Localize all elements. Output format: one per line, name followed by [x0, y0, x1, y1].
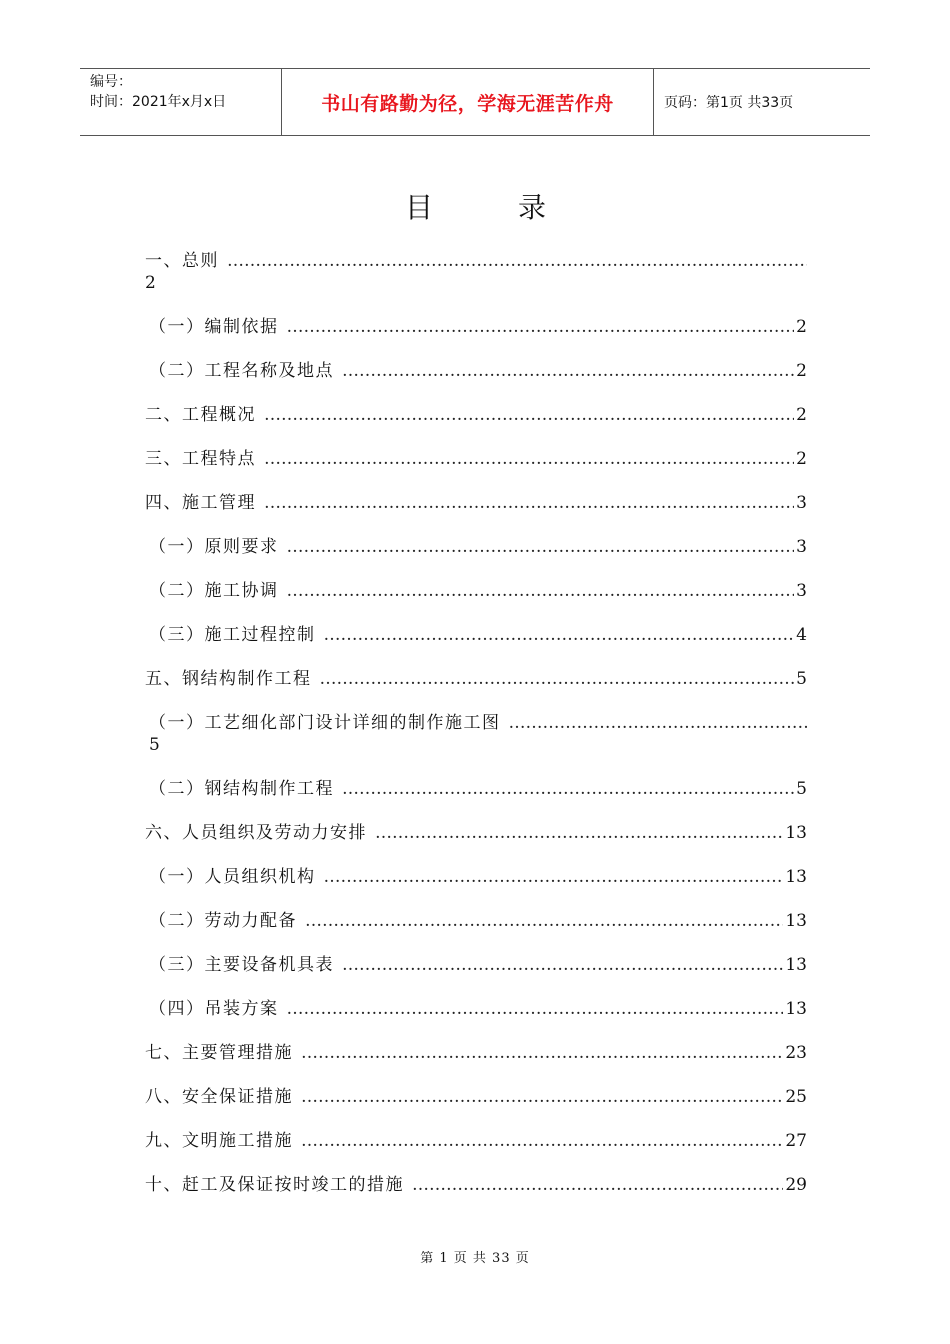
toc-entry[interactable]: [145, 1038, 807, 1082]
document-number: 编号：: [90, 74, 132, 90]
toc-entry[interactable]: [145, 312, 807, 356]
toc-entry-page: 5: [796, 669, 807, 689]
toc-entry-label: （二）钢结构制作工程: [149, 779, 334, 799]
toc-entry-page: 13: [785, 999, 807, 1019]
toc-entry[interactable]: [145, 400, 807, 444]
toc-entry-label: （一）编制依据: [149, 317, 279, 337]
title-char-1: 目: [405, 191, 436, 224]
toc-entry-label: 一、总则: [145, 251, 219, 271]
toc-entry-label: 七、主要管理措施: [145, 1043, 293, 1063]
toc-entry[interactable]: [145, 906, 807, 950]
toc-entry-page: 13: [785, 955, 807, 975]
toc-leader-dots: [287, 581, 795, 601]
toc-leader-dots: [375, 823, 783, 843]
toc-entry-page: 3: [796, 581, 807, 601]
toc-leader-dots: [412, 1175, 783, 1195]
toc-entry[interactable]: [145, 774, 807, 818]
toc-entry[interactable]: [145, 1082, 807, 1126]
toc-entry-page: 29: [785, 1175, 807, 1195]
toc-leader-dots: [509, 713, 808, 733]
toc-entry[interactable]: [145, 950, 807, 994]
toc-entry-label: 十、赶工及保证按时竣工的措施: [145, 1175, 404, 1195]
toc-entry[interactable]: [145, 532, 807, 576]
toc-leader-dots: [305, 911, 783, 931]
document-time: 时间：2021年x月x日: [90, 94, 227, 110]
toc-leader-dots: [264, 493, 794, 513]
toc-entry-page: 5: [796, 779, 807, 799]
toc-leader-dots: [287, 537, 795, 557]
toc-entry-label: （二）劳动力配备: [149, 911, 297, 931]
toc-entry-page: 27: [785, 1131, 807, 1151]
toc-entry-label: 六、人员组织及劳动力安排: [145, 823, 367, 843]
toc-entry-label: 九、文明施工措施: [145, 1131, 293, 1151]
title-char-2: 录: [518, 191, 549, 224]
toc-entry-label: （三）主要设备机具表: [149, 955, 334, 975]
page-header: [80, 68, 870, 136]
toc-leader-dots: [301, 1131, 783, 1151]
table-of-contents: [145, 246, 807, 1214]
toc-entry-page: 2: [796, 317, 807, 337]
toc-entry[interactable]: [145, 708, 807, 774]
toc-entry[interactable]: [145, 488, 807, 532]
toc-entry-label: （四）吊装方案: [149, 999, 279, 1019]
toc-leader-dots: [342, 779, 794, 799]
toc-entry-label: 八、安全保证措施: [145, 1087, 293, 1107]
toc-entry-label: 二、工程概况: [145, 405, 256, 425]
header-page-number: 页码：第1页 共33页: [664, 95, 794, 111]
toc-entry[interactable]: [145, 994, 807, 1038]
header-meta: [80, 69, 282, 135]
toc-entry[interactable]: [145, 444, 807, 488]
toc-entry[interactable]: [145, 246, 807, 312]
toc-leader-dots: [342, 955, 783, 975]
toc-entry[interactable]: [145, 664, 807, 708]
page-footer: 第 1 页 共 33 页: [420, 1251, 530, 1266]
toc-entry-label: 四、施工管理: [145, 493, 256, 513]
toc-leader-dots: [227, 251, 807, 271]
header-motto: 书山有路勤为径，学海无涯苦作舟: [321, 92, 614, 115]
toc-entry[interactable]: [145, 862, 807, 906]
toc-entry-page: 2: [796, 405, 807, 425]
toc-entry[interactable]: [145, 1170, 807, 1214]
toc-entry-page: 2: [145, 273, 156, 293]
toc-entry-page: 3: [796, 493, 807, 513]
toc-entry[interactable]: [145, 818, 807, 862]
toc-entry-page: 2: [796, 361, 807, 381]
toc-entry-page: 13: [785, 867, 807, 887]
toc-entry[interactable]: [145, 576, 807, 620]
toc-leader-dots: [264, 405, 794, 425]
toc-entry[interactable]: [145, 1126, 807, 1170]
toc-entry-page: 2: [796, 449, 807, 469]
toc-entry-page: 25: [785, 1087, 807, 1107]
toc-entry-page: 13: [785, 911, 807, 931]
toc-entry[interactable]: [145, 356, 807, 400]
toc-entry-page: 3: [796, 537, 807, 557]
toc-entry-page: 5: [149, 735, 160, 755]
toc-entry-label: （二）施工协调: [149, 581, 279, 601]
toc-entry-label: （三）施工过程控制: [149, 625, 316, 645]
toc-leader-dots: [301, 1043, 783, 1063]
toc-entry-page: 13: [785, 823, 807, 843]
toc-leader-dots: [264, 449, 794, 469]
toc-entry-page: 4: [796, 625, 807, 645]
toc-leader-dots: [287, 317, 795, 337]
toc-leader-dots: [320, 669, 795, 689]
toc-entry-label: 三、工程特点: [145, 449, 256, 469]
header-motto-cell: [282, 69, 654, 135]
toc-entry-label: （一）工艺细化部门设计详细的制作施工图: [149, 713, 501, 733]
toc-leader-dots: [301, 1087, 783, 1107]
toc-entry-label: （一）人员组织机构: [149, 867, 316, 887]
toc-leader-dots: [287, 999, 784, 1019]
toc-entry-page: 23: [785, 1043, 807, 1063]
toc-leader-dots: [342, 361, 794, 381]
toc-leader-dots: [324, 867, 784, 887]
toc-entry-label: （一）原则要求: [149, 537, 279, 557]
toc-entry-label: （二）工程名称及地点: [149, 361, 334, 381]
toc-entry-label: 五、钢结构制作工程: [145, 669, 312, 689]
toc-entry[interactable]: [145, 620, 807, 664]
toc-leader-dots: [324, 625, 795, 645]
